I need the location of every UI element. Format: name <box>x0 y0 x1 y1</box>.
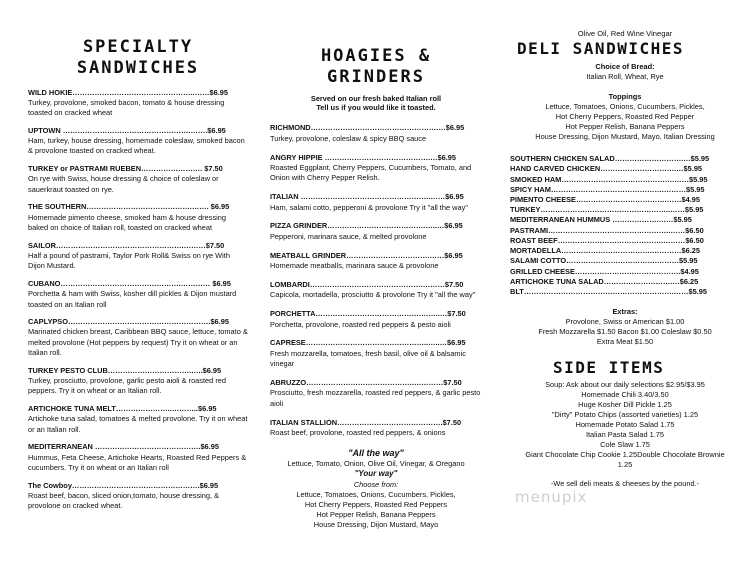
menu-item-desc: Half a pound of pastrami, Taylor Pork Roll& Swiss on rye With Dijon Mustard. <box>28 250 230 271</box>
menu-item-title: RICHMOND…………………………………………….…$6.95 <box>270 123 465 133</box>
menu-item <box>28 88 248 119</box>
hoagies-subtitle-2: Tell us if you would like it toasted. <box>316 103 436 113</box>
menu-item-title: CUBANO………………………………………….………… $6.95 <box>28 278 231 288</box>
hoagies-heading-line2: GRINDERS <box>327 67 425 88</box>
side-item-line: "Dirty" Potato Chips (assorted varieties) 1.25 <box>551 410 699 420</box>
specialty-heading-line2: SANDWICHES <box>76 58 200 79</box>
deli-top-line: Olive Oil, Red Wine Vinegar <box>577 29 673 38</box>
menu-item <box>270 221 482 242</box>
menu-item-title: LOMBARDI……………………………………….………$7.50 <box>270 279 464 289</box>
deli-heading: DELI SANDWICHES <box>517 39 684 59</box>
menu-item <box>270 123 482 144</box>
menu-item <box>28 202 248 233</box>
menu-item-desc: Roasted Eggplant, Cherry Peppers, Cucumbers, Tomato, and Onion with Cherry Pepper Relish. <box>270 163 472 183</box>
menu-item-title: WILD HOKIE…………………………………………..……$6.95 <box>28 87 228 97</box>
menupix-watermark: menupix <box>515 488 588 506</box>
toppings-title: Toppings <box>608 92 642 102</box>
menu-item-title: PORCHETTA…………………………………….……..…$7.50 <box>270 309 466 319</box>
menu-item-desc: Artichoke tuna salad, tomatoes & melted provolone. Try it on wheat or an Italian roll. <box>28 414 248 434</box>
deli-item: HAND CARVED CHICKEN………………………….…$5.95 <box>510 164 703 174</box>
side-item-line: 1.25 <box>617 460 633 470</box>
menu-item-title: CAPRESE…………………………………………..…..…$6.95 <box>270 338 466 348</box>
menu-item <box>28 279 248 310</box>
menu-item-title: UPTOWN …………………………………………….…….$6.95 <box>28 125 226 135</box>
menu-item <box>28 241 248 272</box>
menu-item-desc: Turkey, provolone, coleslaw & spicy BBQ sauce <box>270 133 427 143</box>
deli-item: SMOKED HAM……………………………………….……$5.95 <box>510 174 708 184</box>
deli-item: MORTADELLA……………………………….…………$6.25 <box>510 246 700 256</box>
all-the-way-desc: Lettuce, Tomato, Onion, Olive Oil, Vinegar, & Oregano <box>287 458 465 468</box>
menu-item-title: ITALIAN ……………………………………………..……$6.95 <box>270 192 464 202</box>
menu-item-title: TURKEY PESTO CLUB…………………………….…..$6.95 <box>28 365 222 375</box>
side-item-line: Italian Pasta Salad 1.75 <box>585 430 665 440</box>
menu-item <box>270 378 482 409</box>
menu-item-desc: Ham, salami cotto, pepperoni & provolone Try it "all the way" <box>270 202 468 212</box>
menu-item-desc: Turkey, prosciutto, provolone, garlic pesto aioli & roasted red peppers. Try it on wheat or an Italian roll. <box>28 376 227 396</box>
menu-item-title: PIZZA GRINDER………………………………….…..…$6.95 <box>270 221 463 231</box>
menu-item-title: ANGRY HIPPIE …………………………………….…$6.95 <box>270 152 457 162</box>
side-item-line: Soup: Ask about our daily selections $2.95/$3.95 <box>545 380 705 390</box>
menu-item-title: ABRUZZO…………………………………….….………$7.50 <box>270 377 462 387</box>
menu-item <box>28 481 248 512</box>
menu-item-desc: Homemade pimento cheese, smoked ham & house dressing baked on choice of Italian roll, toasted on cracked wheat <box>28 212 227 233</box>
menu-item-desc: Marinated chicken breast, Caribbean BBQ sauce, lettuce, tomato & melted provolone (Hot peppers by request) Try it on wheat or an Italian roll. <box>28 327 248 358</box>
menu-item <box>28 404 248 435</box>
menu-item-desc: Capicola, mortadella, prosciutto & provolone Try it "all the way" <box>270 290 476 300</box>
menu-item-desc: On rye with Swiss, house dressing & choice of coleslaw or sauerkraut toasted on rye. <box>28 174 219 194</box>
menu-item-desc: Turkey, provolone, smoked bacon, tomato & house dressing toasted on cracked wheat <box>28 97 225 118</box>
menu-item-title: ARTICHOKE TUNA MELT…………………..………..$6.95 <box>28 403 217 413</box>
deli-item: ROAST BEEF…………………………………….………$6.50 <box>510 235 704 245</box>
topping-line: Hot Pepper Relish, Banana Peppers <box>565 122 685 132</box>
deli-item: PASTRAMI…………………………………………..……$6.50 <box>510 225 704 235</box>
your-way-line: House Dressing, Dijon Mustard, Mayo <box>313 519 439 529</box>
extras-line: Provolone, Swiss or American $1.00 <box>565 317 685 327</box>
bread-title: Choice of Bread: <box>595 62 655 72</box>
side-item-line: Giant Chocolate Chip Cookie 1.25Double Chocolate Brownie <box>525 450 725 460</box>
deli-item: SALAMI COTTO……………………………….………$5.95 <box>510 256 698 266</box>
extras-line: Fresh Mozzarella $1.50 Bacon $1.00 Coleslaw $0.50 <box>538 327 712 337</box>
menu-item <box>270 153 482 184</box>
menu-item-desc: Homemade meatballs, marinara sauce & provolone <box>270 261 439 271</box>
side-item-line: Homemade Potato Salad 1.75 <box>575 420 675 430</box>
hoagies-subtitle-1: Served on our fresh baked Italian roll <box>310 93 442 103</box>
menu-item <box>270 418 482 439</box>
menu-item-title: THE SOUTHERN…………………………………….……. $6.95 <box>28 202 230 212</box>
your-way-line: Hot Pepper Relish, Banana Peppers <box>316 509 436 519</box>
deli-item: SPICY HAM……………………………………….………$5.95 <box>510 184 705 194</box>
menu-item-title: TURKEY or PASTRAMI RUEBEN……………………. $7.50 <box>28 164 223 174</box>
side-items-heading: SIDE ITEMS <box>553 358 665 378</box>
menu-item <box>28 366 248 397</box>
menu-item-desc: Fresh mozzarella, tomatoes, fresh basil, olive oil & balsamic vinegar <box>270 348 466 369</box>
deli-item: TURKEY……………………………………………..……$5.95 <box>510 205 704 215</box>
side-item-line: Huge Kosher Dill Pickle 1.25 <box>578 400 672 410</box>
hoagies-heading-line1: HOAGIES & <box>320 46 432 66</box>
menu-item-desc: Porchetta & ham with Swiss, kosher dill pickles & Dijon mustard toasted on an Italian roll <box>28 289 237 309</box>
side-item-line: Homemade Chili 3.40/3.50 <box>581 390 669 400</box>
menu-item-title: ITALIAN STALLION…………………………………….$7.50 <box>270 417 462 427</box>
menu-item <box>28 317 248 358</box>
menu-item-desc: Ham, turkey, house dressing, homemade coleslaw, smoked bacon & provolone toasted on cracked wheat. <box>28 136 245 156</box>
menu-item-title: The Cowboy…………………………………………….$6.95 <box>28 480 219 490</box>
menu-item <box>270 280 482 301</box>
all-the-way-title: "All the way" <box>348 447 404 458</box>
menu-item <box>28 164 248 195</box>
deli-item: PIMENTO CHEESE……………………………….……$4.95 <box>510 195 700 205</box>
menu-item-title: SAILOR…………………………………………….………$7.50 <box>28 240 225 250</box>
hoagies-grinders-section <box>270 0 482 530</box>
specialty-sandwiches-section <box>28 0 248 519</box>
your-way-title: "Your way" <box>354 468 398 478</box>
topping-line: Lettuce, Tomatoes, Onions, Cucumbers, Pickles, <box>545 102 705 112</box>
topping-line: Hot Cherry Peppers, Roasted Red Pepper <box>555 112 695 122</box>
menu-item-title: MEDITERRANEAN …………………………………….$6.95 <box>28 442 219 452</box>
menu-item-desc: Pepperoni, marinara sauce, & melted provolone <box>270 231 427 241</box>
specialty-heading-line1: SPECIALTY <box>82 37 194 57</box>
menu-item-desc: Hummus, Feta Cheese, Artichoke Hearts, Roasted Red Peppers & cucumbers. Try it on wheat or an Italian roll <box>28 452 247 472</box>
bread-options: Italian Roll, Wheat, Rye <box>586 72 664 82</box>
deli-item: MEDITERRANEAN HUMMUS ……………….……$5.95 <box>510 215 692 225</box>
menu-item <box>28 126 248 157</box>
deli-item: GRILLED CHEESE…………………………………….$4.95 <box>510 266 699 276</box>
menu-item-title: MEATBALL GRINDER…………………………….……$6.95 <box>270 250 463 260</box>
side-item-line: Cole Slaw 1.75 <box>600 440 650 450</box>
deli-item: ARTICHOKE TUNA SALAD……………………….…$6.25 <box>510 276 699 286</box>
your-way-line: Lettuce, Tomatoes, Onions, Cucumbers, Pickles, <box>296 489 456 499</box>
extras-title: Extras: <box>612 307 638 317</box>
menu-item-desc: Porchetta, provolone, roasted red peppers & pesto aioli <box>270 319 451 329</box>
deli-item: SOUTHERN CHICKEN SALAD……………………….…$5.95 <box>510 154 710 164</box>
extras-line: Extra Meat $1.50 <box>596 337 654 347</box>
your-way-line: Hot Cherry Peppers, Roasted Red Peppers <box>304 499 448 509</box>
menu-item-title: CAPLYPSO………………………………………………….$6.95 <box>28 317 229 327</box>
deli-sandwiches-section <box>505 0 745 489</box>
your-way-subtitle: Choose from: <box>353 479 399 489</box>
menu-item <box>270 309 482 330</box>
menu-item <box>270 251 482 272</box>
menu-item <box>270 192 482 213</box>
menu-item-desc: Roast beef, provolone, roasted red peppers, & onions <box>270 427 446 437</box>
menu-item-desc: Prosciutto, fresh mozzarella, roasted red peppers, & garlic pesto aioli <box>270 388 481 408</box>
menu-item <box>270 338 482 369</box>
topping-line: House Dressing, Dijon Mustard, Mayo, Italian Dressing <box>535 132 715 142</box>
side-note: -We sell deli meats & cheeses by the pound.- <box>550 479 700 488</box>
menu-item-desc: Roast beef, bacon, sliced onion,tomato, house dressing, & provolone on cracked wheat. <box>28 490 220 511</box>
deli-item: BLT…………………………………………………….……$5.95 <box>510 286 707 296</box>
menu-item <box>28 442 248 473</box>
